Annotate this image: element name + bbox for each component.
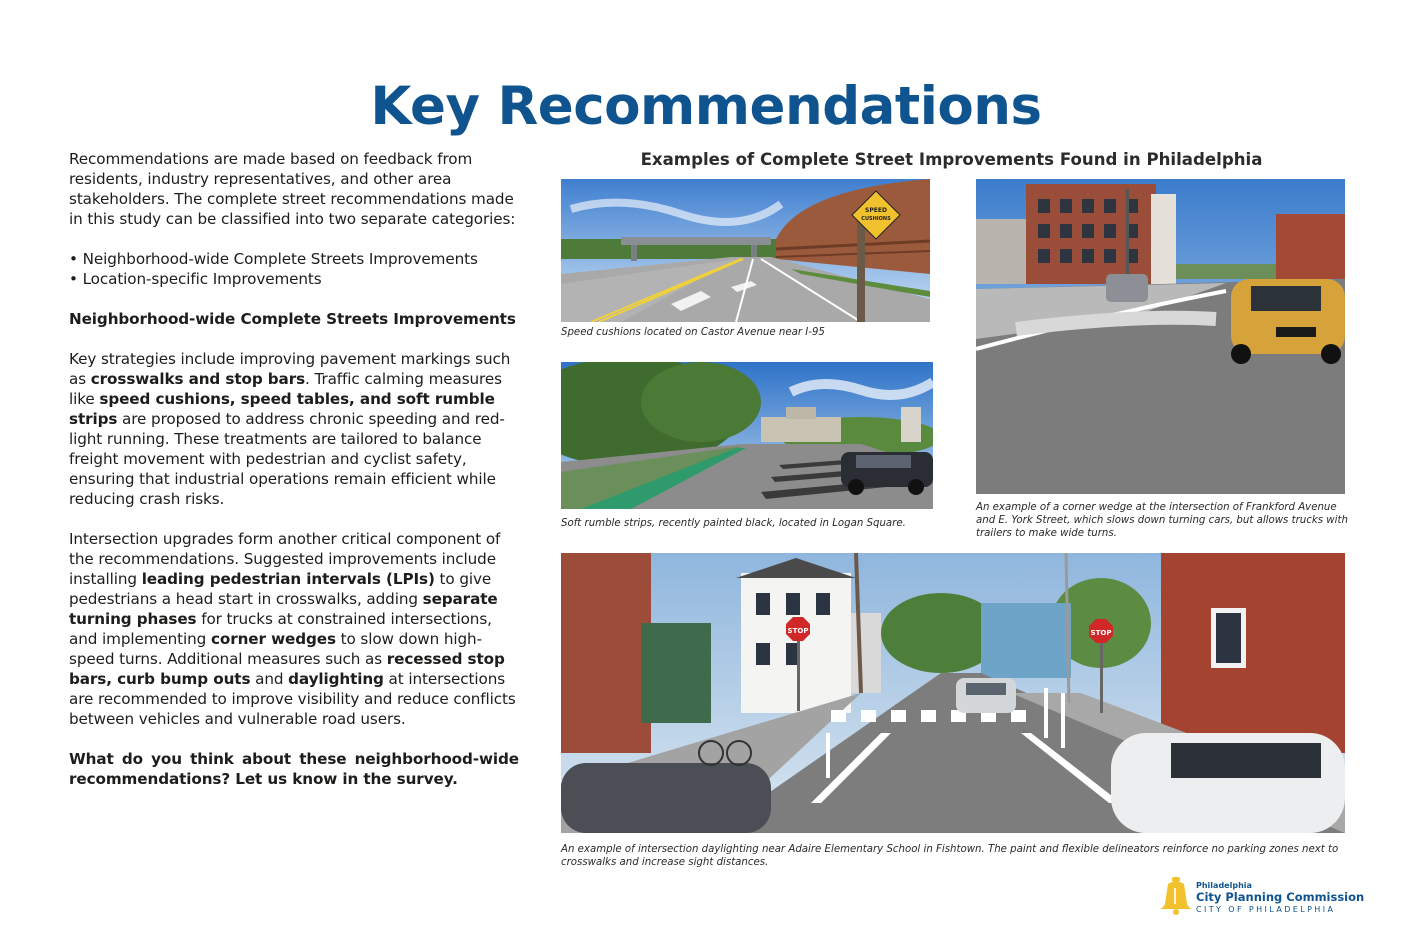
sign-speed-text: SPEED — [865, 207, 887, 214]
category-item: • Neighborhood-wide Complete Streets Improvements — [69, 250, 478, 268]
highlight: daylighting — [288, 670, 384, 688]
speed-cushions-photo — [561, 179, 930, 322]
category-item: • Location-specific Improvements — [69, 270, 322, 288]
left-text-column — [69, 149, 519, 789]
highlight: separate turning phases — [69, 590, 498, 628]
liberty-bell-icon — [1158, 876, 1194, 916]
corner-wedge-caption: An example of a corner wedge at the intersection of Frankford Avenue and E. York Street, which slows down turning cars, but allows trucks with trailers to make wide turns. — [976, 502, 1348, 539]
stop-sign-left-text: STOP — [787, 627, 809, 635]
sign-cushions-text: CUSHIONS — [861, 216, 891, 222]
city-planning-logo — [1158, 876, 1365, 920]
logo-city-text: CITY OF PHILADELPHIA — [1196, 905, 1336, 914]
speed-cushions-caption: Speed cushions located on Castor Avenue near I-95 — [561, 327, 825, 338]
intersection-paragraph: Intersection upgrades form another critical component of the recommendations. Suggested improvements include installing leading pedestrian intervals (LPIs) to give pedestrians a head start in crosswalks, adding separate turning phases for trucks at constrained intersections, and implementing corner wedges to slow down high-speed turns. Additional measures such as recessed stop bars, curb bump outs and daylighting at intersections are recommended to improve visibility and reduce conflicts between vehicles and vulnerable road users. — [69, 530, 516, 728]
highlight: crosswalks and stop bars — [90, 370, 306, 388]
examples-title: Examples of Complete Street Improvements Found in Philadelphia — [640, 150, 1263, 169]
highlight: speed cushions, speed tables, and soft rumble strips — [69, 390, 495, 428]
highlight: leading pedestrian intervals (LPIs) — [141, 570, 435, 588]
page-title: Key Recommendations — [370, 76, 1042, 137]
rumble-strips-photo — [561, 362, 933, 509]
logo-small-text: Philadelphia — [1196, 881, 1252, 890]
logo-main-text: City Planning Commission — [1196, 890, 1365, 904]
rumble-strips-caption: Soft rumble strips, recently painted black, located in Logan Square. — [561, 518, 906, 529]
daylighting-photo — [561, 553, 1345, 833]
intro-paragraph: Recommendations are made based on feedback from residents, industry representatives, and other area stakeholders. The complete street recommendations made in this study can be classified into two separate categories: — [69, 150, 516, 228]
corner-wedge-photo — [976, 179, 1345, 494]
highlight: corner wedges — [210, 630, 336, 648]
stop-sign-right-text: STOP — [1090, 629, 1112, 637]
traffic-calming-paragraph: Key strategies include improving pavement markings such as crosswalks and stop bars. Traffic calming measures like speed cushions, speed tables, and soft rumble strips are proposed to address chronic speeding and red-light running. These treatments are tailored to balance freight movement with pedestrian and cyclist safety, ensuring that industrial operations remain efficient while reducing crash risks. — [69, 350, 511, 508]
highlight: recessed stop bars, curb bump outs — [69, 650, 505, 688]
survey-question: What do you think about these neighborhood-wide recommendations? Let us know in the survey. — [69, 750, 519, 788]
section-subheading: Neighborhood-wide Complete Streets Improvements — [69, 310, 516, 328]
daylighting-caption: An example of intersection daylighting near Adaire Elementary School in Fishtown. The paint and flexible delineators reinforce no parking zones next to crosswalks and increase sight distances. — [561, 844, 1339, 868]
category-list — [69, 249, 519, 289]
